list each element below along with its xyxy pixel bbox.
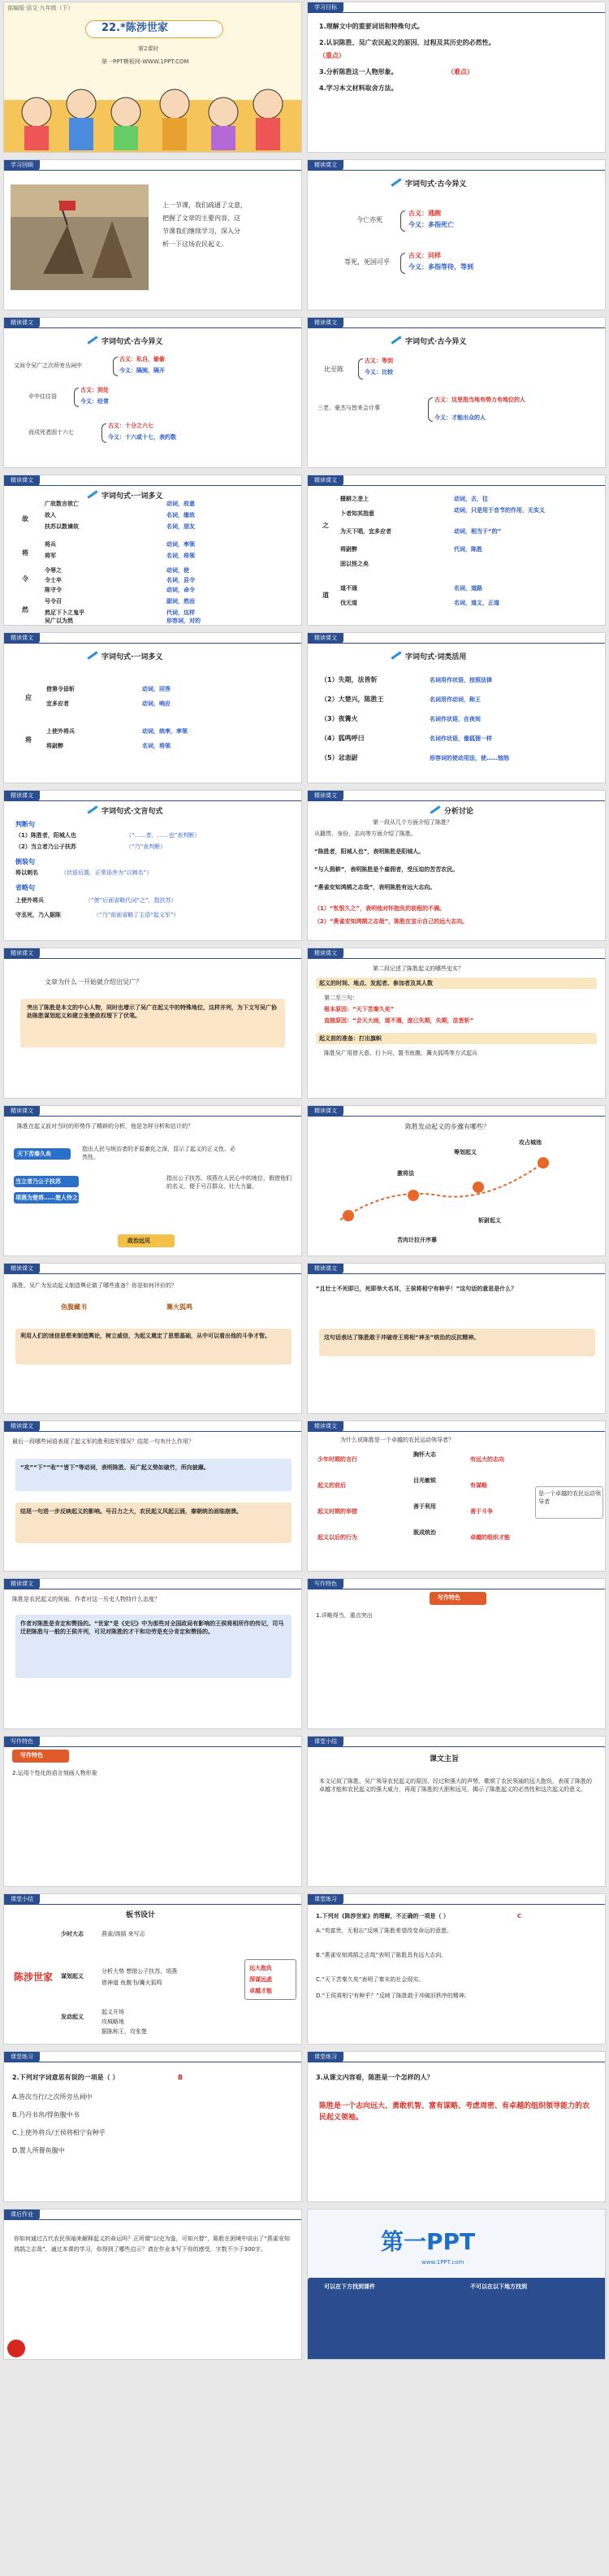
- slide-board-design: [3, 1893, 302, 2045]
- item: 起义前的准备：打出旗帜: [319, 1035, 382, 1042]
- section-title: 字词句式·词类活用: [405, 653, 467, 661]
- slide-leader: [307, 1420, 606, 1572]
- slide-tag: 精读课文: [4, 1579, 40, 1589]
- example: 将兵: [45, 541, 56, 548]
- slide-tag: 精读课文: [308, 1421, 343, 1432]
- slide-brand: [307, 2209, 606, 2360]
- logo-icon: [7, 2340, 25, 2357]
- example: 广故数言欲亡: [45, 501, 79, 507]
- content: 本文记叙了陈胜、吴广领导农民起义的原因、经过和强大的声势，歌颂了农民领袖的远大抱负，表现了陈胜的卓越才能和农民起义的强大威力，再现了陈胜的大胆和远见，揭示了陈胜起义的必然性和这次起义的意义。: [319, 1778, 592, 1793]
- explanation: （状语后置，正常语序为“以刺名”）: [61, 870, 153, 876]
- example: 伐无道: [340, 600, 357, 606]
- site-label: 第一PPT模板网-WWW.1PPT.COM: [102, 59, 189, 65]
- explanation: （“使”后面省略代词“之”，指扶苏）: [85, 897, 177, 904]
- section-title: 写作特色: [20, 1752, 43, 1759]
- point: 天下苦秦久矣: [17, 1151, 51, 1157]
- meaning: 名词作状语，像狐狸一样: [430, 735, 492, 742]
- col-title: 不可以在以下地方找到: [470, 2283, 527, 2290]
- slide-tag: 写作特色: [308, 1579, 343, 1589]
- conclusion: 是一个卓越的农民运动领导者: [538, 1490, 601, 1505]
- review-line-4: 析一下这场农民起义。: [162, 241, 227, 248]
- example: 号令召: [45, 598, 62, 605]
- word-char: 令: [22, 575, 28, 583]
- slide-tag: 课后作业: [4, 2210, 40, 2220]
- meaning: 名词作状语，在夜间: [430, 716, 481, 722]
- option[interactable]: D.置人所罾鱼腹中: [12, 2147, 65, 2154]
- slide-tag: 精读课文: [4, 948, 40, 959]
- slide-sentence-patterns: [3, 790, 302, 941]
- slide-ancient-modern-3: [307, 317, 606, 468]
- period: 起义以后的行为: [317, 1534, 357, 1541]
- quality: 远大抱负: [249, 1965, 272, 1971]
- slide-tag: 精读课文: [308, 160, 343, 171]
- section-title: 写作特色: [438, 1594, 460, 1601]
- sentence: 比至陈: [324, 366, 343, 373]
- question: 1.下列对《陈涉世家》的理解，不正确的一项是（ ）: [316, 1913, 449, 1919]
- answer: 突出了陈胜是本文的中心人物，同时也增示了吴广在起义中的特殊地位，这样并列，为下文写吴广协助陈胜谋划起义和建立张楚政权埋下了伏笔。: [27, 1004, 277, 1019]
- meaning: 名词用作动词，称王: [430, 696, 481, 703]
- slide-quote-meaning: [307, 1263, 606, 1414]
- word-char: 将: [22, 549, 28, 557]
- answer: “陈胜者，阳城人也”，表明陈胜是阳城人。: [314, 848, 425, 855]
- pen-icon: [87, 651, 100, 659]
- example: 陈守令: [45, 587, 62, 593]
- answer: “燕雀安知鸿鹄之志哉”，表明陈胜有远大志向。: [314, 884, 436, 891]
- question: 陈胜、吴广为发动起义制造舆论做了哪些准备？你是如何评价的？: [12, 1282, 177, 1289]
- example: 上使外将兵: [46, 728, 75, 735]
- slide-ancient-modern-2: [3, 317, 302, 468]
- slide-tag: 精读课文: [4, 1264, 40, 1274]
- meaning: 动词，率领: [166, 541, 195, 548]
- meaning: 动词，回答: [142, 686, 171, 692]
- slide-tag: 精读课文: [308, 791, 343, 801]
- meaning: 名词，朋友: [166, 523, 195, 530]
- option[interactable]: B.“燕雀安知鸿鹄之志哉”表明了陈胜具有远大志向。: [316, 1952, 447, 1958]
- slide-tag: 精读课文: [308, 633, 343, 644]
- cartoon-children-illustration: [4, 67, 302, 153]
- example: 宜多应者: [46, 700, 69, 707]
- answer: “与人佣耕”，表明陈胜是个雇佣者，受压迫的苦苦农民。: [314, 866, 459, 873]
- group-label: 判断句: [15, 821, 35, 828]
- question: 陈胜是农民起义的领袖，作者对这一历史人物持什么态度？: [12, 1596, 160, 1602]
- word-char: 道: [322, 592, 329, 599]
- pen-icon: [87, 490, 100, 498]
- word-char: 将: [25, 736, 32, 744]
- pen-icon: [430, 805, 443, 813]
- example: （1）失期，法皆斩: [321, 676, 378, 683]
- word-char: 故: [22, 515, 28, 523]
- sentence: 等死，死国可乎: [344, 258, 390, 266]
- sentence: 今亡亦死: [356, 216, 382, 223]
- example: 将军: [45, 553, 56, 559]
- slide-tag: 精读课文: [4, 791, 40, 801]
- detail: 第二至三句：: [324, 995, 358, 1001]
- content: 2.运用个性化的语言刻画人物形象: [12, 1770, 97, 1776]
- example: （2）当立者乃公子扶苏: [15, 843, 76, 850]
- example: 卜者知其指意: [340, 510, 374, 517]
- leaf: 燕雀/鸿鹄 来写志: [102, 1931, 145, 1937]
- period: 少年时期的言行: [317, 1456, 357, 1463]
- sentence: 又间令吴广之次所旁丛祠中: [14, 362, 82, 369]
- meaning: 代词，陈胜: [454, 546, 482, 553]
- slide-word-class: [307, 632, 606, 783]
- goal-2: 2.认识陈胜、吴广农民起义的原因、过程及其历史的必然性。: [319, 39, 495, 46]
- slide-tag: 精读课文: [308, 1106, 343, 1117]
- option[interactable]: C.上使外将兵/王侯将相宁有种乎: [12, 2129, 106, 2136]
- meaning: 名词，将领: [142, 743, 171, 749]
- slide-tag: 精读课文: [4, 318, 40, 328]
- pen-icon: [391, 651, 404, 659]
- step: 激将法: [397, 1170, 414, 1177]
- slide-exercise-2: [3, 2051, 302, 2202]
- question: “且壮士不死即已，死即举大名耳，王侯将相宁有种乎！”这句话的意思是什么？: [316, 1286, 517, 1292]
- explanation: （“乃”前面省略了主语“起义军”）: [93, 912, 179, 918]
- section-title: 课文主旨: [430, 1755, 460, 1763]
- trait: 胸怀大志: [413, 1451, 436, 1458]
- slide-tag: 课堂小结: [4, 1894, 40, 1905]
- homework-text: 你如何通过古代农民领袖来解释起义的命运吗？正所谓“以史为鉴，可知兴替”，陈胜在困境中说出了“燕雀安知鸿鹄之志哉”，通过本课的学习，你得到了哪些启示？请在作业本写下你的感受，字数不少于300字。: [14, 2236, 290, 2253]
- review-line-2: 把握了文章的主要内容，这: [162, 215, 240, 222]
- section-title: 字词句式·古今异义: [405, 180, 467, 189]
- point: 项燕为楚将……楚人怜之: [15, 1195, 78, 1201]
- sentence: 三老、豪杰与皆来会计事: [317, 405, 380, 411]
- modern-meaning: 今义：多指等待，等到: [408, 263, 473, 271]
- meaning: 名词用作状语，按照法律: [430, 677, 492, 683]
- example: 上使外将兵: [15, 897, 44, 904]
- leaf: 分析大势 想借公子扶苏、项燕: [102, 1968, 178, 1975]
- question: 2.下列对字词意思有误的一项是（ ）: [12, 2074, 119, 2081]
- steps-timeline: [340, 1155, 584, 1228]
- quality: 深谋远虑: [249, 1976, 272, 1983]
- slide-tag: 精读课文: [308, 1264, 343, 1274]
- answer: 结尾一句进一步反映起义的影响。号召力之大，农民起义风起云涌，秦朝统治面临崩溃。: [20, 1508, 242, 1515]
- goal-3: 3.分析陈胜这一人物形象。: [319, 68, 398, 76]
- question: 为什么说陈胜是一个卓越的农民运动领导者？: [340, 1437, 454, 1443]
- brand-url[interactable]: www.1PPT.com: [421, 2259, 464, 2266]
- slide-polysemy-1: [3, 475, 302, 626]
- leaf: 据陈称王，攻张楚: [102, 2028, 147, 2035]
- slide-theme: [307, 1736, 606, 1887]
- option[interactable]: A.皆次当行/之次所旁丛祠中: [12, 2093, 93, 2101]
- slide-tag: 精读课文: [308, 948, 343, 959]
- leaf: 攻城略地: [102, 2019, 124, 2025]
- answer: B: [178, 2074, 184, 2081]
- section-title: 字词句式·一词多义: [102, 653, 163, 661]
- example: 吴广以为然: [45, 618, 73, 624]
- series-label: 部编版·语文·九年级（下）: [7, 5, 74, 11]
- option[interactable]: C.“天下苦秦久矣”表明了秦末的社会现实。: [316, 1976, 425, 1983]
- analysis: 指出公子扶苏、项燕在人民心中的地位，假借他们的名义，便于号召群众，壮大力量。: [166, 1175, 292, 1190]
- step: 攻占城池: [519, 1139, 542, 1146]
- slide-ancient-modern-1: [307, 159, 606, 310]
- detail: 根本原因：“天下苦秦久矣”: [324, 1006, 395, 1013]
- example: 故人: [45, 512, 56, 518]
- goal-3-note: （难点）: [447, 68, 473, 76]
- trait: 既成统治: [413, 1529, 436, 1536]
- pen-icon: [87, 805, 100, 813]
- meaning: 动词，相当于“的”: [454, 528, 502, 535]
- ancient-meaning: 古义：这里指当地有势力有地位的人: [434, 397, 525, 403]
- slide-tag: 写作特色: [4, 1737, 40, 1747]
- example: （5）忿恚尉: [321, 754, 358, 761]
- word-char: 之: [322, 522, 329, 529]
- slide-section-two: [307, 948, 606, 1099]
- goal-1: 1.理解文中的重要词语和特殊句式。: [319, 23, 424, 30]
- meaning: 名词，道路: [454, 585, 482, 592]
- example: （1）陈胜者，阳城人也: [15, 832, 76, 839]
- goal-4: 4.学习本文材料取舍方法。: [319, 85, 398, 92]
- meaning: 名词，道义，正道: [454, 600, 499, 606]
- ancient-meaning: 古义：十分之六七: [108, 423, 153, 429]
- slide-tag: 课堂练习: [308, 1894, 343, 1905]
- item: 起义的时间、地点、发起者、参加者及其人数: [319, 980, 433, 987]
- slide-writing-1: [307, 1578, 606, 1729]
- col-title: 可以在下方找到课件: [324, 2283, 375, 2290]
- question: 最后一段哪些词语表现了起义军的胜利进军情况？结尾一句有什么作用？: [12, 1438, 194, 1445]
- example: （3）夜篝火: [321, 715, 358, 722]
- quality: 善于斗争: [470, 1508, 493, 1515]
- slide-exercise-3: [307, 2051, 606, 2202]
- option[interactable]: A.“苟富贵，无相忘”反映了陈胜希望改变命运的意愿。: [316, 1928, 453, 1934]
- answer: 利用人们的迷信思想来制造舆论，树立威信，为起义奠定了思想基础，从中可以看出他的斗争才智。: [20, 1333, 270, 1339]
- pen-icon: [391, 178, 404, 186]
- example: 为天下唱，宜多应者: [340, 528, 391, 535]
- method-label: 篝火狐鸣: [166, 1303, 192, 1311]
- modern-meaning: 今义：比较: [365, 369, 393, 375]
- pen-icon: [87, 336, 100, 344]
- meaning: 动词，去，往: [454, 496, 488, 502]
- battle-painting-image: [11, 184, 149, 290]
- lesson-subtitle: 第2课时: [138, 46, 159, 52]
- branch: 发动起义: [61, 2014, 84, 2020]
- slide-tag: 精读课文: [4, 475, 40, 486]
- slide-tag: 学习目标: [308, 2, 343, 13]
- explanation: （“乃”表判断）: [126, 843, 166, 850]
- section-title: 字词句式·文言句式: [102, 808, 163, 816]
- slide-tag: 课堂练习: [308, 2052, 343, 2062]
- slide-exercise-1: [307, 1893, 606, 2045]
- group-label: 倒装句: [15, 858, 35, 865]
- slide-tag: 精读课文: [4, 1421, 40, 1432]
- meaning: 动词，只是用于音节的作用，无实义: [454, 507, 545, 514]
- sentence: 卒中往往语: [28, 393, 57, 400]
- slide-tag: 课堂小结: [308, 1737, 343, 1747]
- example: 借第令毋斩: [46, 686, 75, 692]
- modern-meaning: 今义：经常: [80, 398, 109, 405]
- example: 守丞死，乃入据陈: [15, 912, 61, 918]
- question: 第一段从几个方面介绍了陈胜？: [373, 819, 452, 826]
- question: 陈胜在起义前对当时的形势作了精辟的分析，他是怎样分析和估计的？: [17, 1123, 193, 1130]
- method-label: 鱼腹藏书: [61, 1303, 87, 1311]
- step: 斩尉起义: [478, 1217, 501, 1224]
- lesson-title: 22.*陈涉世家: [102, 22, 168, 34]
- modern-meaning: 今义：十六或十七，表约数: [108, 434, 176, 440]
- meaning: 形容词的使动用法，使……恼怒: [430, 755, 509, 761]
- slide-final-para: [3, 1420, 302, 1572]
- point: 当立者乃公子扶苏: [15, 1178, 61, 1185]
- slide-discussion-1: [307, 790, 606, 941]
- question: 陈胜发动起义的步骤有哪些？: [405, 1123, 490, 1130]
- quality: 有谋略: [470, 1482, 487, 1489]
- analysis: 指出人民与统治者的矛盾激化之深，显示了起义的正义性、必然性。: [82, 1146, 235, 1160]
- example: 将尉醉: [340, 546, 357, 553]
- slide-steps: [307, 1105, 606, 1256]
- ancient-meaning: 古义：私自，偷偷: [119, 356, 165, 362]
- ancient-meaning: 古义：到处: [80, 387, 109, 393]
- review-line-3: 节课我们继续学习，深入分: [162, 228, 240, 235]
- option[interactable]: D.“王侯将相宁有种乎？”反映了陈胜敢于冲破旧秩序的精神。: [316, 1993, 470, 1999]
- leaf: 借神道 鱼腹书/篝火狐鸣: [102, 1980, 162, 1986]
- step: 筹划起义: [454, 1149, 477, 1156]
- trait: 目光敏锐: [413, 1477, 436, 1484]
- conclusion: 政治远见: [127, 1238, 150, 1244]
- pen-icon: [391, 336, 404, 344]
- period: 起义的前后: [317, 1482, 346, 1489]
- answer: “攻”“下”“收”“皆下”等动词，表明陈胜、吴广起义势如破竹，所向披靡。: [20, 1464, 209, 1471]
- answer: （1）“怅恨久之”，表明他对怀抱负的前程的不满。: [314, 905, 446, 912]
- detail: 陈胜吴广用借天意、行卜问、置书鱼腹、篝火狐鸣等方式起兵: [324, 1050, 477, 1056]
- meaning: 动词，命令: [166, 587, 195, 593]
- slide-polysemy-3: [3, 632, 302, 783]
- answer: C: [517, 1913, 522, 1919]
- slide-goals: [307, 2, 606, 153]
- meaning: 名词，将领: [166, 553, 195, 559]
- slide-polysemy-2: [307, 475, 606, 626]
- modern-meaning: 今义：隔阂，隔开: [119, 367, 165, 374]
- slide-tag: 精读课文: [308, 475, 343, 486]
- ancient-meaning: 古义：等到: [365, 358, 393, 364]
- ancient-meaning: 古义：同样: [408, 252, 441, 259]
- word-char: 然: [22, 606, 28, 614]
- meaning: 代词，这样: [166, 609, 195, 616]
- meaning: 名词，缘故: [166, 512, 195, 518]
- example: 将尉醉: [46, 743, 63, 749]
- example: 固以怪之矣: [340, 561, 369, 567]
- branch: 少时大志: [61, 1931, 84, 1937]
- modern-meaning: 今义：才能出众的人: [434, 414, 486, 421]
- ancient-meaning: 古义：逃跑: [408, 210, 441, 217]
- meaning: 形容词，对的: [166, 618, 201, 624]
- option[interactable]: B.乃丹书帛/得鱼腹中书: [12, 2111, 80, 2118]
- brand-logo: 第一PPT: [381, 2228, 476, 2255]
- slide-tag: 精读课文: [308, 318, 343, 328]
- quality: 有远大的志向: [470, 1456, 504, 1463]
- slide-review: [3, 159, 302, 310]
- slide-tag: 精读课文: [4, 1106, 40, 1117]
- slide-public-opinion: [3, 1263, 302, 1414]
- goal-2-note: （重点）: [319, 52, 345, 59]
- example: 辍耕之垄上: [340, 496, 369, 502]
- meaning: 动词，统率，率领: [142, 728, 188, 735]
- question: 第二段记述了陈胜起义的哪些史实？: [373, 965, 464, 972]
- example: （4）狐鸣呼曰: [321, 735, 365, 742]
- example: （2）大楚兴，陈胜王: [321, 696, 384, 703]
- slide-why-wuguang: [3, 948, 302, 1099]
- modern-meaning: 今义：多指死亡: [408, 221, 454, 228]
- step: 苦肉计拉开序幕: [397, 1237, 437, 1243]
- example: 然足下卜之鬼乎: [45, 609, 84, 616]
- group-label: 省略句: [15, 884, 35, 891]
- section-title: 分析讨论: [444, 808, 474, 816]
- sentence: 而戍死者固十六七: [28, 429, 74, 436]
- slide-analysis: [3, 1105, 302, 1256]
- meaning: 名词，县令: [166, 577, 195, 583]
- detail: 直接原因：“会天大雨，道不通，度已失期，失期，法皆斩”: [324, 1017, 474, 1024]
- period: 起义时期的举措: [317, 1508, 357, 1515]
- meaning: 动词，故意: [166, 501, 195, 507]
- slide-writing-2: [3, 1736, 302, 1887]
- slide-author-attitude: [3, 1578, 302, 1729]
- question: 3.从课文内容看，陈胜是一个怎样的人？: [316, 2074, 434, 2081]
- slide-tag: 课堂练习: [4, 2052, 40, 2062]
- content: 1.详略得当，重点突出: [316, 1612, 373, 1619]
- meaning: 动词，使: [166, 567, 189, 574]
- branch: 谋划起义: [61, 1973, 84, 1980]
- explanation: （“……者，……也”表判断）: [126, 832, 201, 839]
- section-title: 字词句式·古今异义: [102, 338, 163, 346]
- answer: 从籍贯、身份、志向等方面介绍了陈胜。: [314, 830, 417, 837]
- section-title: 字词句式·一词多义: [102, 492, 163, 501]
- example: 将以刺名: [15, 870, 38, 876]
- leaf: 起义开场: [102, 2009, 124, 2015]
- example: 令辱之: [45, 567, 62, 574]
- meaning: 副词，然而: [166, 598, 195, 605]
- answer: （2）“燕雀安知鸿鹄之志哉”，陈胜在宣示自己的远大志向。: [314, 918, 469, 925]
- trait: 善于利用: [413, 1503, 436, 1510]
- slide-cover: [3, 2, 302, 153]
- section-title: 板书设计: [126, 1911, 156, 1919]
- answer: 作者对陈胜是肯定和赞扬的。“世家”是《史记》中为那些对全国政局有影响的王侯将相所作的传记，司马迁把陈胜与一般的王侯并列，可见对陈胜的才干和功劳是充分肯定和赞扬的。: [20, 1620, 284, 1635]
- meaning: 动词，响应: [142, 700, 171, 707]
- answer: 这句话表达了陈胜敢于冲破帝王将相“神圣”统治的反抗精神。: [324, 1334, 480, 1341]
- question: 文章为什么一开始就介绍出吴广？: [45, 978, 142, 986]
- board-root: 陈涉世家: [14, 1971, 54, 1983]
- example: 令士卒: [45, 577, 62, 583]
- quality: 卓越的组织才能: [470, 1534, 510, 1541]
- example: 道不通: [340, 585, 357, 592]
- answer: 陈胜是一个志向远大、勇敢机智、富有谋略、考虑周密、有卓越的组织领导能力的农民起义领袖。: [319, 2102, 590, 2122]
- slide-tag: 学习回顾: [4, 160, 40, 171]
- quality: 卓越才能: [249, 1988, 272, 1994]
- slide-tag: 精读课文: [4, 633, 40, 644]
- word-char: 应: [25, 694, 32, 701]
- slide-homework: [3, 2209, 302, 2360]
- section-title: 字词句式·古今异义: [405, 338, 467, 346]
- review-line-1: 上一节课，我们疏通了文意，: [162, 202, 247, 209]
- example: 扶苏以数谏故: [45, 523, 79, 530]
